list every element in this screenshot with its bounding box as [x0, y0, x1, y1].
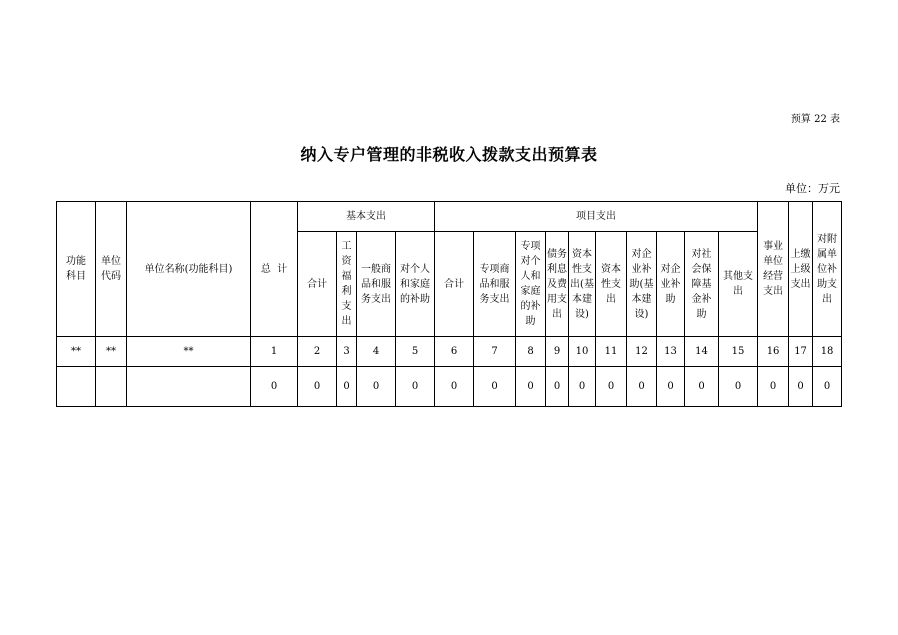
header-unit-code: 单位代码: [96, 202, 127, 337]
budget-table: [56, 201, 842, 407]
header-remit-upper: 上缴上级支出: [789, 202, 813, 337]
header-business-operation: 事业单位经营支出: [758, 202, 789, 337]
header-total: 总 计: [251, 202, 298, 337]
index-cell: 11: [596, 337, 627, 367]
header-social-security: 对社会保障基金补助: [685, 232, 719, 337]
data-cell: [127, 367, 251, 407]
data-cell: 0: [627, 367, 657, 407]
header-basic-subtotal: 合计: [298, 232, 337, 337]
header-enterprise-subsidy: 对企业补助: [657, 232, 685, 337]
data-cell: 0: [758, 367, 789, 407]
header-salary-welfare: 工资福利支出: [337, 232, 357, 337]
data-cell: 0: [357, 367, 396, 407]
index-cell: 12: [627, 337, 657, 367]
data-row: [57, 367, 842, 407]
index-cell: 10: [569, 337, 596, 367]
data-cell: 0: [813, 367, 842, 407]
index-cell: 4: [357, 337, 396, 367]
index-cell: 3: [337, 337, 357, 367]
header-goods-services: 一般商品和服务支出: [357, 232, 396, 337]
data-cell: 0: [719, 367, 758, 407]
data-cell: [96, 367, 127, 407]
index-cell: 9: [546, 337, 569, 367]
header-row-groups: [57, 202, 842, 232]
data-cell: 0: [789, 367, 813, 407]
header-other: 其他支出: [719, 232, 758, 337]
index-cell: 14: [685, 337, 719, 367]
unit-label: 单位：万元: [785, 182, 840, 195]
index-cell: **: [96, 337, 127, 367]
index-cell: 6: [435, 337, 474, 367]
header-debt-interest: 债务利息及费用支出: [546, 232, 569, 337]
index-cell: 5: [396, 337, 435, 367]
index-cell: **: [127, 337, 251, 367]
data-cell: 0: [596, 367, 627, 407]
index-cell: 7: [474, 337, 516, 367]
header-special-goods: 专项商品和服务支出: [474, 232, 516, 337]
data-cell: [57, 367, 96, 407]
index-cell: 8: [516, 337, 546, 367]
header-affiliated-subsidy: 对附属单位补助支出: [813, 202, 842, 337]
data-cell: 0: [337, 367, 357, 407]
data-cell: 0: [685, 367, 719, 407]
header-project-group: 项目支出: [435, 202, 758, 232]
index-cell: 1: [251, 337, 298, 367]
header-func-subject: 功能科目: [57, 202, 96, 337]
data-cell: 0: [516, 367, 546, 407]
index-cell: 16: [758, 337, 789, 367]
table-number: 预算 22 表: [790, 114, 840, 125]
index-cell: 18: [813, 337, 842, 367]
header-capital: 资本性支出: [596, 232, 627, 337]
data-cell: 0: [474, 367, 516, 407]
header-enterprise-construction: 对企业补助(基本建设): [627, 232, 657, 337]
document-title: 纳入专户管理的非税收入拨款支出预算表: [300, 145, 598, 164]
header-project-subtotal: 合计: [435, 232, 474, 337]
header-special-individual: 专项对个人和家庭的补助: [516, 232, 546, 337]
header-individual-subsidy: 对个人和家庭的补助: [396, 232, 435, 337]
header-capital-construction: 资本性支出(基本建设): [569, 232, 596, 337]
index-cell: 15: [719, 337, 758, 367]
data-cell: 0: [657, 367, 685, 407]
index-cell: **: [57, 337, 96, 367]
data-cell: 0: [251, 367, 298, 407]
header-basic-group: 基本支出: [298, 202, 435, 232]
data-cell: 0: [546, 367, 569, 407]
index-cell: 13: [657, 337, 685, 367]
data-cell: 0: [298, 367, 337, 407]
index-cell: 17: [789, 337, 813, 367]
header-unit-name: 单位名称(功能科目): [127, 202, 251, 337]
data-cell: 0: [396, 367, 435, 407]
index-row: [57, 337, 842, 367]
data-cell: 0: [569, 367, 596, 407]
index-cell: 2: [298, 337, 337, 367]
data-cell: 0: [435, 367, 474, 407]
